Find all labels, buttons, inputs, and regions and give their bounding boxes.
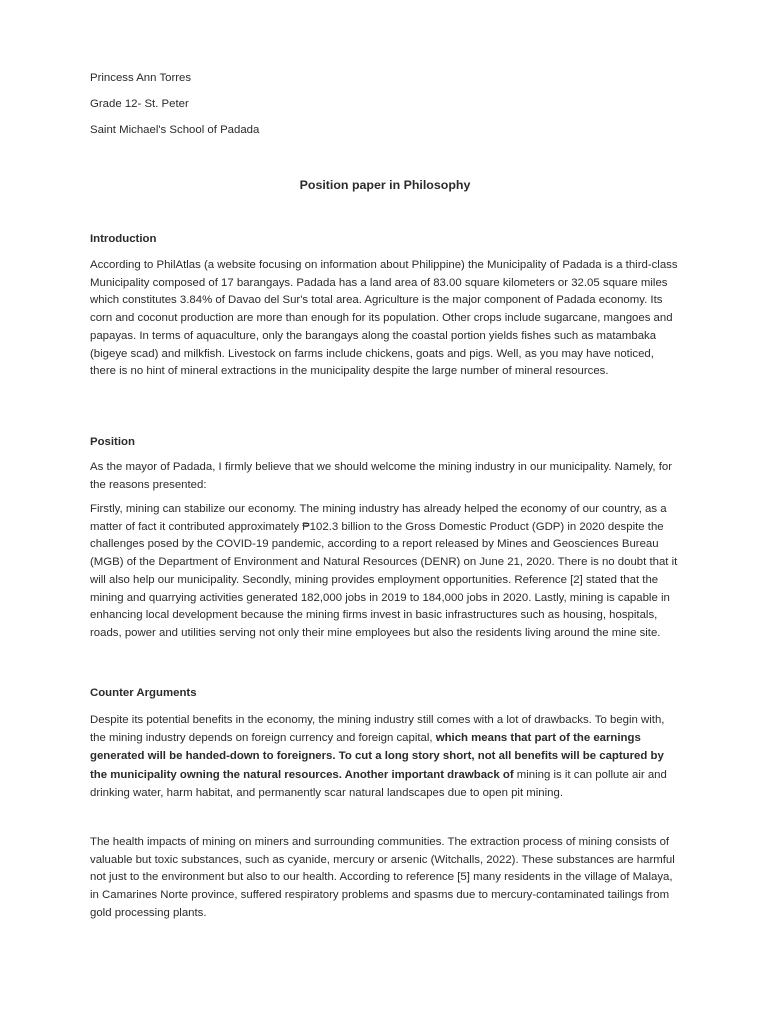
- document-title: Position paper in Philosophy: [299, 178, 471, 192]
- grade-section: Grade 12- St. Peter: [90, 98, 189, 110]
- introduction-heading: Introduction: [90, 233, 157, 245]
- school-name: Saint Michael's School of Padada: [90, 124, 260, 136]
- position-paragraph-1: As the mayor of Padada, I firmly believe that we should welcome the mining industry in our municipality. Namely, for the reasons presented:: [90, 461, 673, 491]
- counter-arguments-heading: Counter Arguments: [90, 687, 197, 699]
- counter-paragraph-2: The health impacts of mining on miners and surrounding communities. The extraction process of mining consists of valuable but toxic substances, such as cyanide, mercury or arsenic (Witchalls, 2022). These substances are harmful not just to the environment but also to our health. According to reference [5] many residents in the village of Malaya, in Camarines Norte province, suffered respiratory problems and spasms due to mercury-contaminated tailings from gold processing plants.: [90, 836, 675, 919]
- author-name: Princess Ann Torres: [90, 72, 192, 84]
- position-heading: Position: [90, 436, 135, 448]
- position-paragraph-2: Firstly, mining can stabilize our economy. The mining industry has already helped the economy of our country, as a matter of fact it contributed approximately ₱102.3 billion to the Gross Domestic Product (GDP) in 2020 despite the challenges posed by the COVID-19 pandemic, according to a report released by Mines and Geosciences Bureau (MGB) of the Department of Environment and Natural Resources (DENR) on June 21, 2020. There is no doubt that it will also help our municipality. Secondly, mining provides employment opportunities. Reference [2] stated that the mining and quarrying activities generated 182,000 jobs in 2019 to 184,000 jobs in 2020. Lastly, mining is capable in enhancing local development because the mining firms invest in basic infrastructures such as housing, hospitals, roads, power and utilities serving not only their mine employees but also the residents living around the mine site.: [90, 503, 678, 639]
- counter-text-a: Despite its potential benefits in the economy, the mining industry still comes with a lot of drawbacks. To begin with, the mining industry depends on foreign currency and foreign capital,: [90, 714, 665, 745]
- counter-paragraph-1: [90, 711, 680, 802]
- introduction-paragraph: According to PhilAtlas (a website focusing on information about Philippine) the Municipality of Padada is a third-class Municipality composed of 17 barangays. Padada has a land area of 83.00 square kilometers or 32.05 square miles which constitutes 3.84% of Davao del Sur's total area. Agriculture is the major component of Padada economy. Its corn and coconut production are more than enough for its population. Other crops include sugarcane, mangoes and papayas. In terms of aquaculture, only the barangays along the coastal portion yields fishes such as matambaka (bigeye scad) and milkfish. Livestock on farms include chickens, goats and pigs. Well, as you may have noticed, there is no hint of mineral extractions in the municipality despite the large number of mineral resources.: [90, 259, 678, 378]
- counter-text-bold: which means that part of the earnings generated will be handed-down to foreigners. To cut a long story short, not all benefits will be captured by the municipality owning the natural resources. Another important drawback of: [90, 732, 664, 781]
- counter-text-c: mining is it can pollute air and drinking water, harm habitat, and permanently scar natural landscapes due to open pit mining.: [90, 768, 667, 799]
